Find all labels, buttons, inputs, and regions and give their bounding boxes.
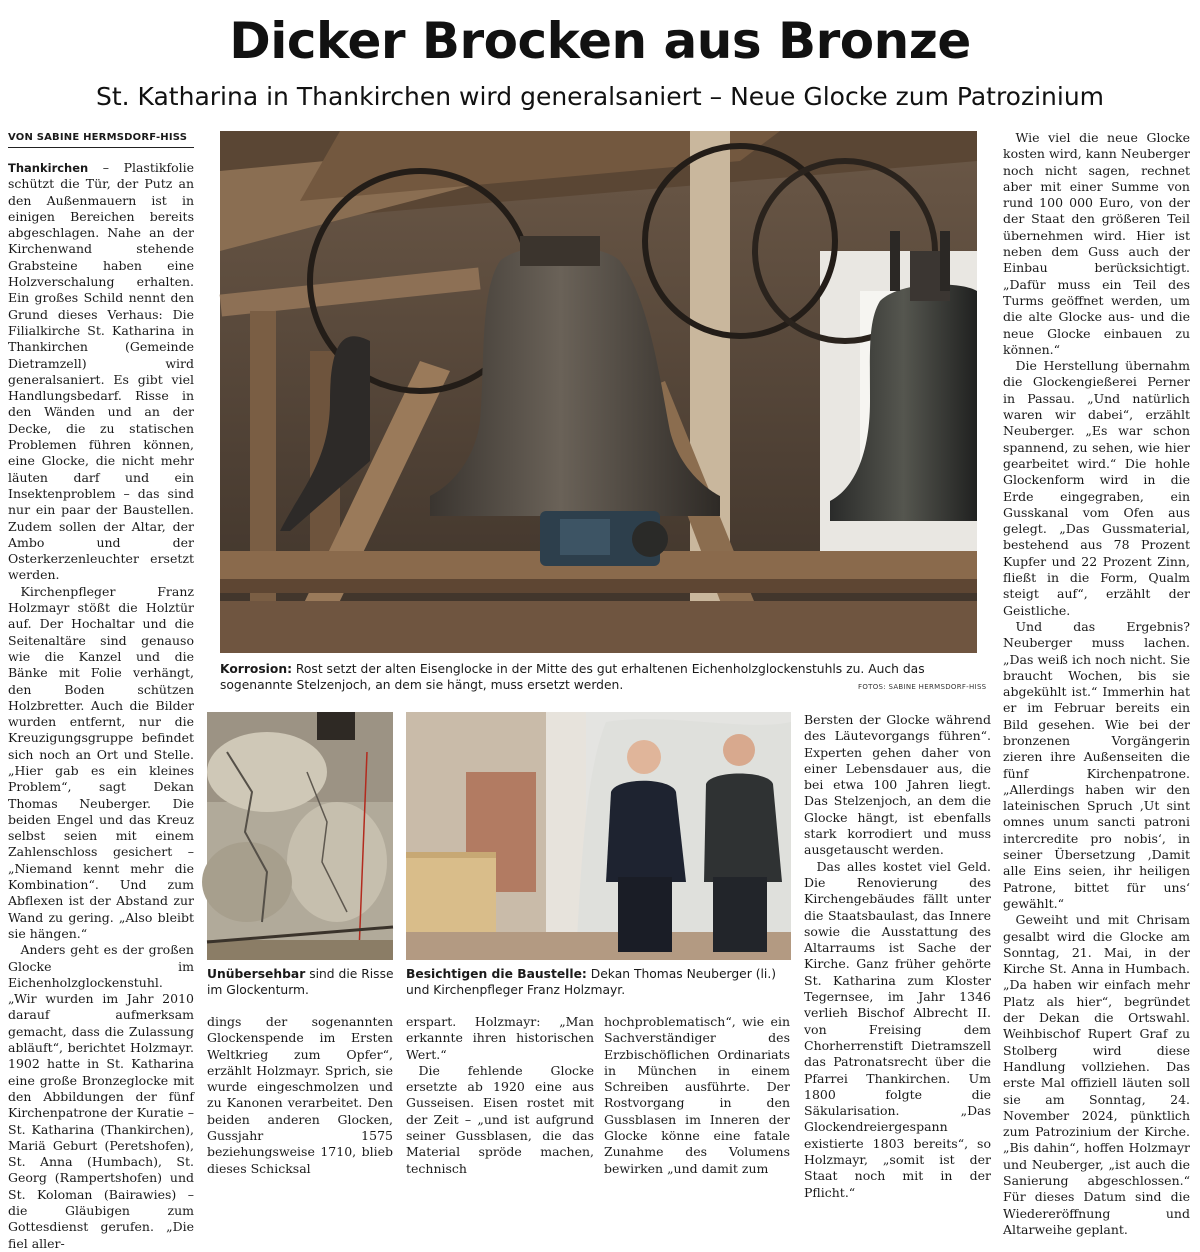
paragraph: Das alles kostet viel Geld. Die Renovierung des Kirchengebäudes fällt unter die Staatsbaulast, das Innere sowie die Ausstattung des Altarraums ist Sache der Kirche. Ganz früher gehörte St. Katharina zum Kloster Tegernsee, im Jahr 1346 verlieh Bischof Albrecht II. von Freising dem Chorherrenstift Dietramszell das Patronatsrecht über die Pfarrei Thankirchen. Um 1800 folgte die Säkularisation. „Das Glockendreiergespann existierte 1803 bereits“, so Holzmayr, „somit ist der Staat noch mit in der Pflicht.“ [804,858,991,1200]
article-column-2 [207,1014,393,1176]
paragraph: Die fehlende Glocke ersetzte ab 1920 eine aus Gusseisen. Eisen rostet mit der Zeit – „und ist aufgrund seiner Gussblasen, die das Material spröde machen, technisch [406,1062,594,1176]
paragraph: erspart. Holzmayr: „Man erkannte ihren historischen Wert.“ [406,1014,594,1062]
paragraph [8,160,194,584]
subheadline: St. Katharina in Thankirchen wird generalsaniert – Neue Glocke zum Patrozinium [95,82,1105,111]
caption-text: Dekan Thomas Neuberger (li.) und Kirchenpfleger Franz Holzmayr. [406,967,777,997]
visit-photo-caption [406,966,794,998]
wall-cracks-illustration [207,712,393,960]
two-men-illustration [406,712,791,960]
visit-photo [406,712,791,960]
byline: VON SABINE HERMSDORF-HISS [8,132,194,148]
paragraph: Die Herstellung übernahm die Glockengießerei Perner in Passau. „Und natürlich waren wir dabei“, erzählt Neuberger. „Es war schon spannend, zu sehen, wie hier gearbeitet wird.“ Die hohle Glockenform wird in die Erde eingegraben, ein Gusskanal vom Ofen aus gelegt. „Das Gussmaterial, bestehend aus 78 Prozent Kupfer und 22 Prozent Zinn, fließt in die Form, Qualm steigt auf“, erzählt der Geistliche. [1003,358,1190,618]
caption-text: sind die Risse im Glockenturm. [207,967,394,997]
cracks-photo [207,712,393,960]
article-column-5 [804,712,991,1200]
caption-lead: Besichtigen die Baustelle: [406,967,587,981]
headline: Dicker Brocken aus Bronze [229,12,971,70]
paragraph-text: – Plastikfolie schützt die Tür, der Putz an den Außenmauern ist in einigen Bereichen bereits abgeschlagen. Nahe an der Kirchenwand stehende Grabsteine haben eine Holzverschalung erhalten. Ein großes Schild nennt den Grund dieses Verhaus: Die Filialkirche St. Katharina in Thankirchen (Gemeinde Dietramzell) wird generalsaniert. Es gibt viel Handlungsbedarf. Risse in den Wänden und an der Decke, die zu statischen Problemen führen können, eine Glocke, die nicht mehr läuten darf und ein Insektenproblem – das sind nur ein paar der Baustellen. Zudem sollen der Altar, der Ambo und der Osterkerzenleuchter ersetzt werden. [8,160,194,583]
paragraph: Bersten der Glocke während des Läutevorgangs führen“. Experten gehen daher von einer Lebensdauer aus, die bei etwa 100 Jahren liegt. Das Stelzenjoch, an dem die Glocke hängt, ist ebenfalls stark korrodiert und muss ausgetauscht werden. [804,712,991,858]
article-column-1 [8,160,194,1251]
cracks-photo-caption [207,966,397,998]
article-column-4 [604,1014,790,1176]
paragraph: dings der sogenannten Glockenspende im Ersten Weltkrieg zum Opfer“, erzählt Holzmayr. Sprich, sie wurde eingeschmolzen und zu Kanonen verarbeitet. Den beiden anderen Glocken, Gussjahr 1575 beziehungsweise 1710, blieb dieses Schicksal [207,1014,393,1176]
caption-lead: Korrosion: [220,662,292,676]
article-column-3 [406,1014,594,1176]
paragraph: hochproblematisch“, wie ein Sachverständiger des Erzbischöflichen Ordinariats in München in einem Schreiben ausführte. Der Rostvorgang in den Gussblasen im Inneren der Glocke könne eine fatale Zunahme des Volumens bewirken „und damit zum [604,1014,790,1176]
photo-credit: FOTOS: SABINE HERMSDORF-HISS [858,683,987,691]
caption-lead: Unübersehbar [207,967,306,981]
paragraph: Geweiht und mit Chrisam gesalbt wird die Glocke am Sonntag, 21. Mai, in der Kirche St. Anna in Humbach. „Da haben wir einfach mehr Platz als hier“, begründet der Dekan die Ortswahl. Weihbischof Rupert Graf zu Stolberg wird diese Handlung vollziehen. Das erste Mal offiziell läuten soll sie am Sonntag, 24. November 2024, pünktlich zum Patrozinium der Kirche. „Bis dahin“, hoffen Holzmayr und Neuberger, „ist auch die Sanierung abgeschlossen.“ Für dieses Datum sind die Wiedereröffnung und Altarweihe geplant. [1003,912,1190,1237]
main-photo-bells [220,131,977,653]
paragraph: Kirchenpfleger Franz Holzmayr stößt die Holztür auf. Der Hochaltar und die Seitenaltäre sind genauso wie die Kanzel und die Bänke mit Folie verhängt, den Boden schützen Holzbretter. Auch die Bilder wurden entfernt, nur die Kreuzigungsgruppe befindet sich noch an Ort und Stelle. „Hier gab es ein kleines Problem“, sagt Dekan Thomas Neuberger. Die beiden Engel und das Kreuz selbst seien mit einem Zahlenschloss gesichert – „Niemand kennt mehr die Kombination“. Und zum Abflexen ist der Abstand zur Wand zu gering. „Also bleibt sie hängen.“ [8,583,194,941]
article-column-6 [1003,130,1190,1237]
dateline: Thankirchen [8,161,89,175]
caption-text: Rost setzt der alten Eisenglocke in der Mitte des gut erhaltenen Eichenholzglockenstuhls zu. Auch das sogenannte Stelzenjoch, an dem sie hängt, muss ersetzt werden. [220,662,925,692]
paragraph: Und das Ergebnis? Neuberger muss lachen. „Das weiß ich noch nicht. Sie braucht Wochen, bis sie abgekühlt ist.“ Immerhin hat er im Februar bereits ein Bild gesehen. Wie bei der bronzenen Vorgängerin zieren ihre Außenseiten die fünf Kirchenpatrone. „Allerdings haben wir den lateinischen Spruch ‚Ut sint omnes unum sancti patroni intercredite pro nobis‘, in seiner Übersetzung ‚Damit alle Eins seien, ihr heiligen Patrone, bittet für uns‘ gewählt.“ [1003,618,1190,911]
paragraph: Anders geht es der großen Glocke im Eichenholzglockenstuhl. „Wir wurden im Jahr 2010 darauf aufmerksam gemacht, dass die Zulassung abläuft“, berichtet Holzmayr. 1902 hatte in St. Katharina eine große Bronzeglocke mit den Abbildungen der fünf Kirchenpatrone der Kuratie – St. Katharina (Thankirchen), Mariä Geburt (Peretshofen), St. Anna (Humbach), St. Georg (Rampertshofen) und St. Koloman (Bairawies) – die Gläubigen zum Gottesdienst gerufen. „Die fiel aller- [8,942,194,1251]
bells-illustration [220,131,977,653]
paragraph: Wie viel die neue Glocke kosten wird, kann Neuberger noch nicht sagen, rechnet aber mit einer Summe von rund 100 000 Euro, von der der Staat den größeren Teil übernehmen wird. Hier ist neben dem Guss auch der Einbau berücksichtigt. „Dafür muss ein Teil des Turms geöffnet werden, um die alte Glocke aus- und die neue Glocke einbauen zu können.“ [1003,130,1190,357]
